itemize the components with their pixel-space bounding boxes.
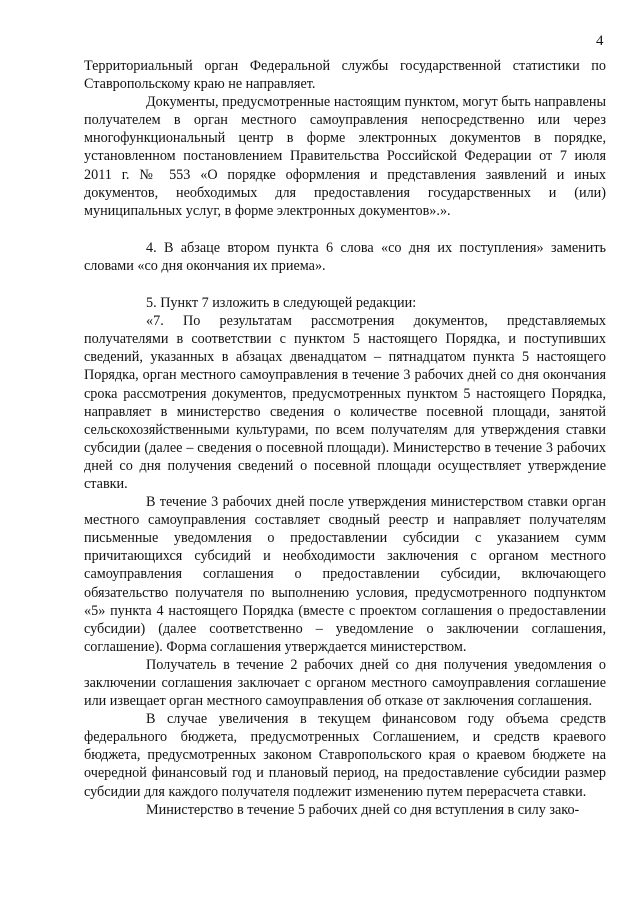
paragraph-ministry-deadline: Министерство в течение 5 рабочих дней со дня вступления в силу зако- [146, 801, 580, 818]
paragraph-amendment-5: 5. Пункт 7 изложить в следующей редакции: [146, 295, 417, 312]
page-number: 4 [596, 33, 604, 49]
paragraph-documents-submission: Документы, предусмотренные настоящим пунктом, могут быть направлены получателем в орган местного самоуправления непосредственно или через многофункциональный центр в форме электронных документов в порядке, установленном постановлением Правительства Российской Федерации от 7 июля 2011 г. № 553 «О порядке оформления и представления заявлений и иных документов, необходимых для предоставления государственных и (или) муниципальных услуг, в форме электронных документов».». [84, 94, 606, 219]
paragraph-agreement-signing: Получатель в течение 2 рабочих дней со дня получения уведомления о заключении соглашения заключает с органом местного самоуправления соглашение или извещает орган местного самоуправления об отказе от заключения соглашения. [84, 656, 606, 710]
paragraph-subsidy-recalculation: В случае увеличения в текущем финансовом году объема средств федерального бюджета, предусмотренных Соглашением, и средств краевого бюджета, предусмотренных законом Ставропольского края о краевом бюджете на очередной финансовый год и плановый период, на предоставление субсидии размер субсидии для каждого получателя подлежит изменению путем перерасчета ставки. [84, 711, 606, 800]
document-body [84, 57, 606, 819]
paragraph-registry-notification: В течение 3 рабочих дней после утверждения министерством ставки орган местного самоуправления составляет сводный реестр и направляет получателям письменные уведомления о предоставлении субсидии с указанием сумм причитающихся субсидий и необходимости заключения с органом местного самоуправления соглашения о предоставлении субсидии, включающего обязательство получателя по выполнению условия, предусмотренного подпунктом «5» пункта 4 настоящего Порядка (вместе с проектом соглашения о предоставлении субсидии) (далее соответственно – уведомление о заключении соглашения, соглашение). Форма соглашения утверждается министерством. [84, 494, 606, 655]
paragraph-amendment-4: 4. В абзаце втором пункта 6 слова «со дня их поступления» заменить словами «со дня окончания их приема». [84, 239, 606, 274]
paragraph-clause-7: «7. По результатам рассмотрения документов, представляемых получателями в соответствии с пунктом 5 настоящего Порядка, и поступивших сведений, указанных в абзацах двенадцатом – пятнадцатом пункта 5 настоящего Порядка, орган местного самоуправления в течение 3 рабочих дней со дня окончания срока рассмотрения документов, предусмотренных пунктом 5 настоящего Порядка, направляет в министерство сведения о количестве посевной площади, занятой сельскохозяйственными культурами, по всем получателям для утверждения ставки субсидии (далее – сведения о посевной площади). Министерство в течение 3 рабочих дней со дня получения сведений о посевной площади осуществляет утверждение ставки. [84, 313, 606, 492]
paragraph-statistics-note: Территориальный орган Федеральной службы государственной статистики по Ставропольскому краю не направляет. [84, 58, 606, 93]
